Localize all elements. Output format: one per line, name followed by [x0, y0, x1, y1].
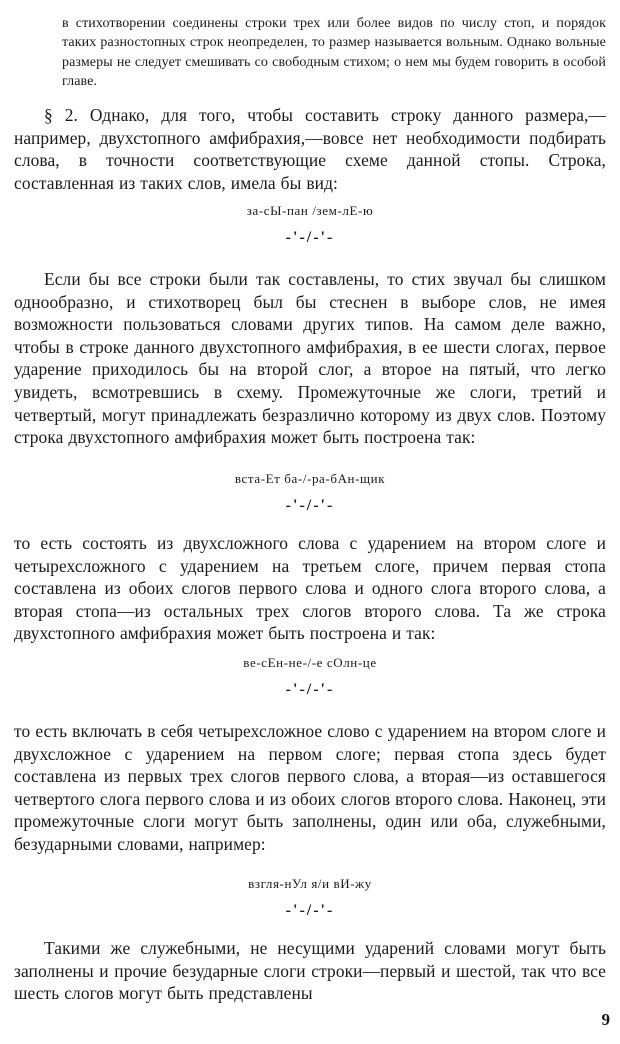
meter-scheme-4: -'-/-'- [285, 902, 335, 919]
meter-scheme-1: -'-/-'- [285, 229, 335, 246]
example-line-1: за-сЫ-пан /зем-лЕ-ю [246, 203, 374, 218]
example-line-2: вста-Ет ба-/-ра-бАн-щик [234, 471, 386, 486]
example-line-4: взгля-нУл я/и вИ-жу [248, 876, 372, 891]
meter-scheme-2: -'-/-'- [285, 497, 335, 514]
footnote-text: в стихотворении соединены строки трех или более видов по числу стоп, и порядок таких разностопных строк неопределен, то размер называется вольным. Однако вольные размеры не следует смешивать со свободным стихом; о нем мы будем говорить в особой главе. [62, 16, 606, 89]
example-line-3: ве-сЕн-не-/-е сОлн-це [243, 655, 377, 670]
meter-scheme-3: -'-/-'- [285, 681, 335, 698]
paragraph-4: то есть включать в себя четырехсложное слово с ударением на втором слоге и двухсложное с ударением на первом слоге; первая стопа здесь будет составлена из первых трех слогов первого слова, а вторая—из оставшегося четвертого слога первого слова и из обоих слогов второго слова. Наконец, эти промежуточные слоги могут быть заполнены, один или оба, служебными, безударными словами, например: [14, 721, 606, 854]
page-number: 9 [601, 1010, 610, 1029]
paragraph-section-2: § 2. Однако, для того, чтобы составить строку данного размера,—например, двухстопного амфибрахия,—вовсе нет необходимости подбирать слова, в точности соответствующие схеме данной стопы. Строка, составленная из таких слов, имела бы вид: [14, 105, 606, 193]
paragraph-3: то есть состоять из двухсложного слова с ударением на втором слоге и четырехсложного с ударением на третьем слоге, причем первая стопа составлена из обоих слогов первого слова и одного слога второго слова, а вторая стопа—из остальных трех слогов второго слова. Та же строка двухстопного амфибрахия может быть построена и так: [14, 533, 606, 644]
paragraph-2: Если бы все строки были так составлены, то стих звучал бы слишком однообразно, и стихотворец был бы стеснен в выборе слов, не имея возможности пользоваться словами других типов. На самом деле важно, чтобы в строке данного двухстопного амфибрахия, в ее шести слогах, первое ударение приходилось бы на второй слог, а второе на пятый, что легко увидеть, всмотревшись в схему. Промежуточные же слоги, третий и четвертый, могут принадлежать безразлично которому из двух слов. Поэтому строка двухстопного амфибрахия может быть построена так: [14, 269, 606, 448]
paragraph-5: Такими же служебными, не несущими ударений словами могут быть заполнены и прочие безударные слоги строки—первый и шестой, так что все шесть слогов могут быть представлены [14, 938, 606, 1004]
